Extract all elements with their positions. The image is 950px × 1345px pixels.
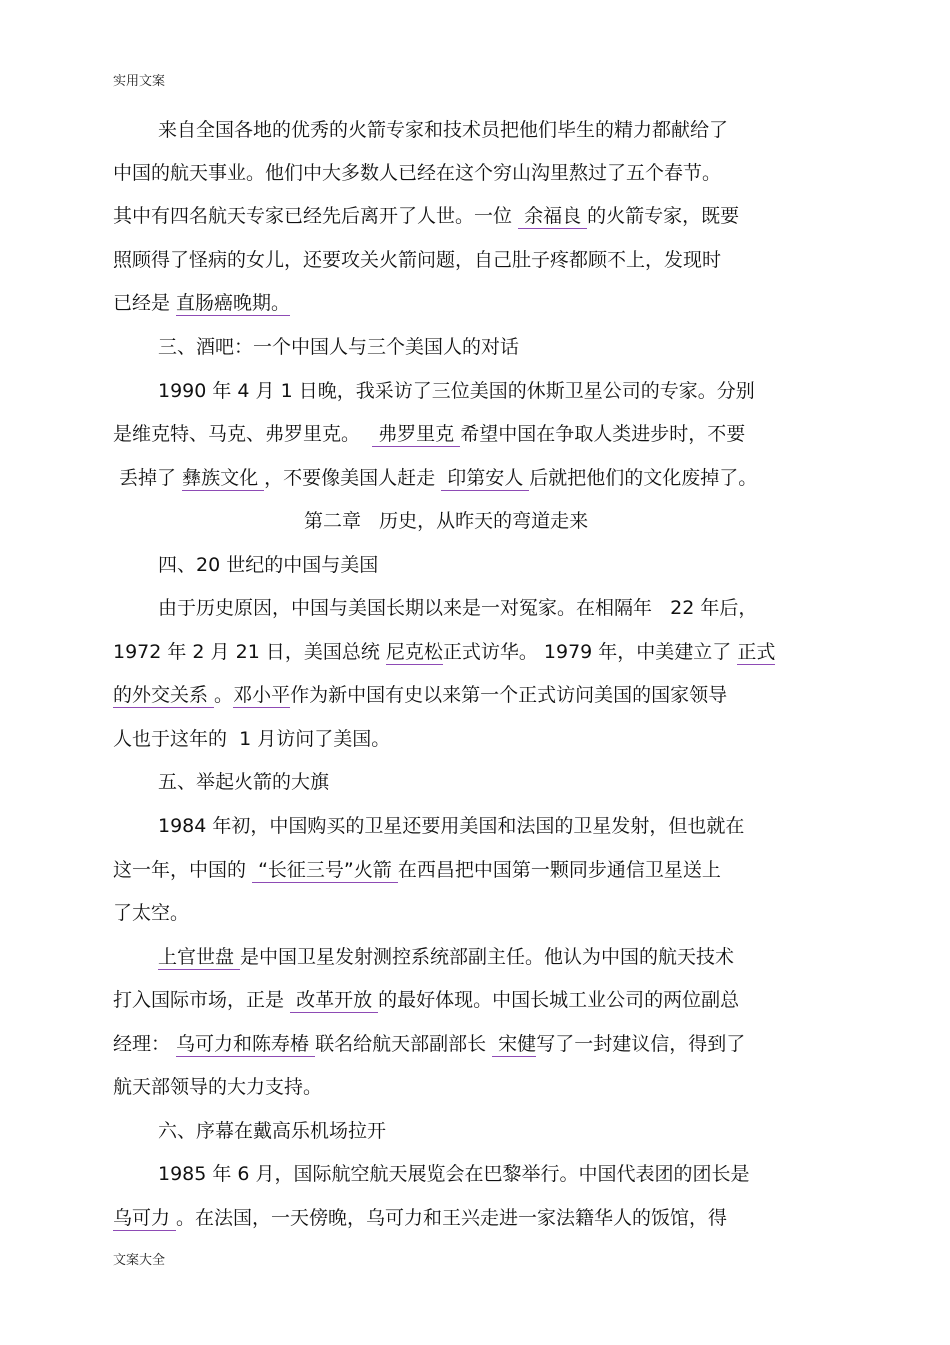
text-segment: 了太空。 (113, 902, 190, 924)
text-line (158, 1118, 386, 1144)
text-segment: 三、酒吧：一个中国人与三个美国人的对话 (158, 336, 520, 358)
text-segment: 写了一封建议信，得到了 (536, 1033, 746, 1055)
text-segment: 。在法国，一天傍晚，乌可力和王兴走进一家法籍华人的饭馆，得 (176, 1207, 728, 1229)
text-segment: 六、序幕在戴高乐机场拉开 (158, 1120, 387, 1142)
underlined-term: 乌可力和陈寿椿 (176, 1033, 316, 1055)
underlined-term: 的外交关系 (113, 684, 215, 706)
text-segment: 丢掉了 (113, 467, 183, 489)
text-segment: 打入国际市场，正是 (113, 989, 291, 1011)
text-segment: 四、20 世纪的中国与美国 (158, 554, 379, 576)
text-segment: 人也于这年的 1 月访问了美国。 (113, 728, 391, 750)
text-line (158, 117, 728, 143)
text-line (158, 552, 378, 578)
underlined-term: 尼克松 (385, 641, 443, 663)
underlined-term: 改革开放 (290, 989, 379, 1011)
text-line (113, 639, 775, 665)
text-segment: 由于历史原因，中国与美国长期以来是一对冤家。在相隔年 22 年后， (158, 597, 758, 619)
text-segment: 在西昌把中国第一颗同步通信卫星送上 (397, 859, 721, 881)
text-segment: 的火箭专家，既要 (587, 205, 740, 227)
text-segment: 经理： (113, 1033, 177, 1055)
text-line (158, 944, 734, 970)
text-line (113, 682, 727, 708)
page-footer: 文案大全 (113, 1253, 166, 1268)
text-line (113, 290, 290, 316)
underlined-term: 印第安人 (441, 467, 530, 489)
underlined-term: “长征三号”火箭 (252, 859, 398, 881)
text-segment: 联名给航天部副部长 (315, 1033, 493, 1055)
text-line (113, 726, 390, 752)
text-line (113, 465, 757, 491)
underlined-term: 直肠癌晚期。 (176, 292, 291, 314)
text-segment: 正式访华。 1979 年，中美建立了 (442, 641, 738, 663)
underlined-term: 上官世盘 (158, 946, 241, 968)
text-line (113, 1205, 727, 1231)
text-line (158, 813, 744, 839)
text-line (158, 595, 757, 621)
underlined-term: 邓小平 (233, 684, 291, 706)
text-line (113, 247, 721, 273)
text-segment: 是中国卫星发射测控系统部副主任。他认为中国的航天技术 (240, 946, 735, 968)
text-segment: 1985 年 6 月，国际航空航天展览会在巴黎举行。中国代表团的团长是 (158, 1163, 750, 1185)
underlined-term: 弗罗里克 (372, 423, 461, 445)
underlined-term: 乌可力 (113, 1207, 177, 1229)
text-segment: 五、举起火箭的大旗 (158, 771, 330, 793)
text-segment: 来自全国各地的优秀的火箭专家和技术员把他们毕生的精力都献给了 (158, 119, 729, 141)
text-segment: 的最好体现。中国长城工业公司的两位副总 (378, 989, 740, 1011)
underlined-term: 正式 (737, 641, 776, 663)
text-segment: ，不要像美国人赶走 (264, 467, 442, 489)
text-segment: 航天部领导的大力支持。 (113, 1076, 323, 1098)
text-segment: 1972 年 2 月 21 日，美国总统 (113, 641, 386, 663)
underlined-term: 宋健 (492, 1033, 537, 1055)
text-segment: 后就把他们的文化废掉了。 (529, 467, 758, 489)
text-segment: 1990 年 4 月 1 日晚，我采访了三位美国的休斯卫星公司的专家。分别 (158, 380, 755, 402)
text-line (113, 987, 739, 1013)
text-segment: 第二章 历史，从昨天的弯道走来 (304, 510, 589, 532)
text-line (113, 160, 721, 186)
underlined-term: 彝族文化 (182, 467, 265, 489)
page-header: 实用文案 (113, 74, 166, 89)
text-segment: 。 (214, 684, 234, 706)
text-segment: 作为新中国有史以来第一个正式访问美国的国家领导 (290, 684, 728, 706)
text-line (113, 1031, 745, 1057)
text-segment: 希望中国在争取人类进步时，不要 (460, 423, 746, 445)
text-segment: 这一年，中国的 (113, 859, 253, 881)
underlined-term: 余福良 (518, 205, 588, 227)
text-line (304, 508, 588, 534)
text-line (113, 421, 745, 447)
text-line (113, 857, 721, 883)
text-line (158, 378, 755, 404)
text-line (113, 1074, 322, 1100)
text-line (113, 900, 189, 926)
text-segment: 已经是 (113, 292, 177, 314)
text-segment: 其中有四名航天专家已经先后离开了人世。一位 (113, 205, 519, 227)
text-segment: 是维克特、马克、弗罗里克。 (113, 423, 373, 445)
text-segment: 1984 年初，中国购买的卫星还要用美国和法国的卫星发射，但也就在 (158, 815, 745, 837)
text-segment: 中国的航天事业。他们中大多数人已经在这个穷山沟里熬过了五个春节。 (113, 162, 722, 184)
text-line (158, 769, 329, 795)
text-line (158, 1161, 750, 1187)
text-segment: 照顾得了怪病的女儿，还要攻关火箭问题，自己肚子疼都顾不上，发现时 (113, 249, 722, 271)
text-line (113, 203, 739, 229)
text-line (158, 334, 519, 360)
